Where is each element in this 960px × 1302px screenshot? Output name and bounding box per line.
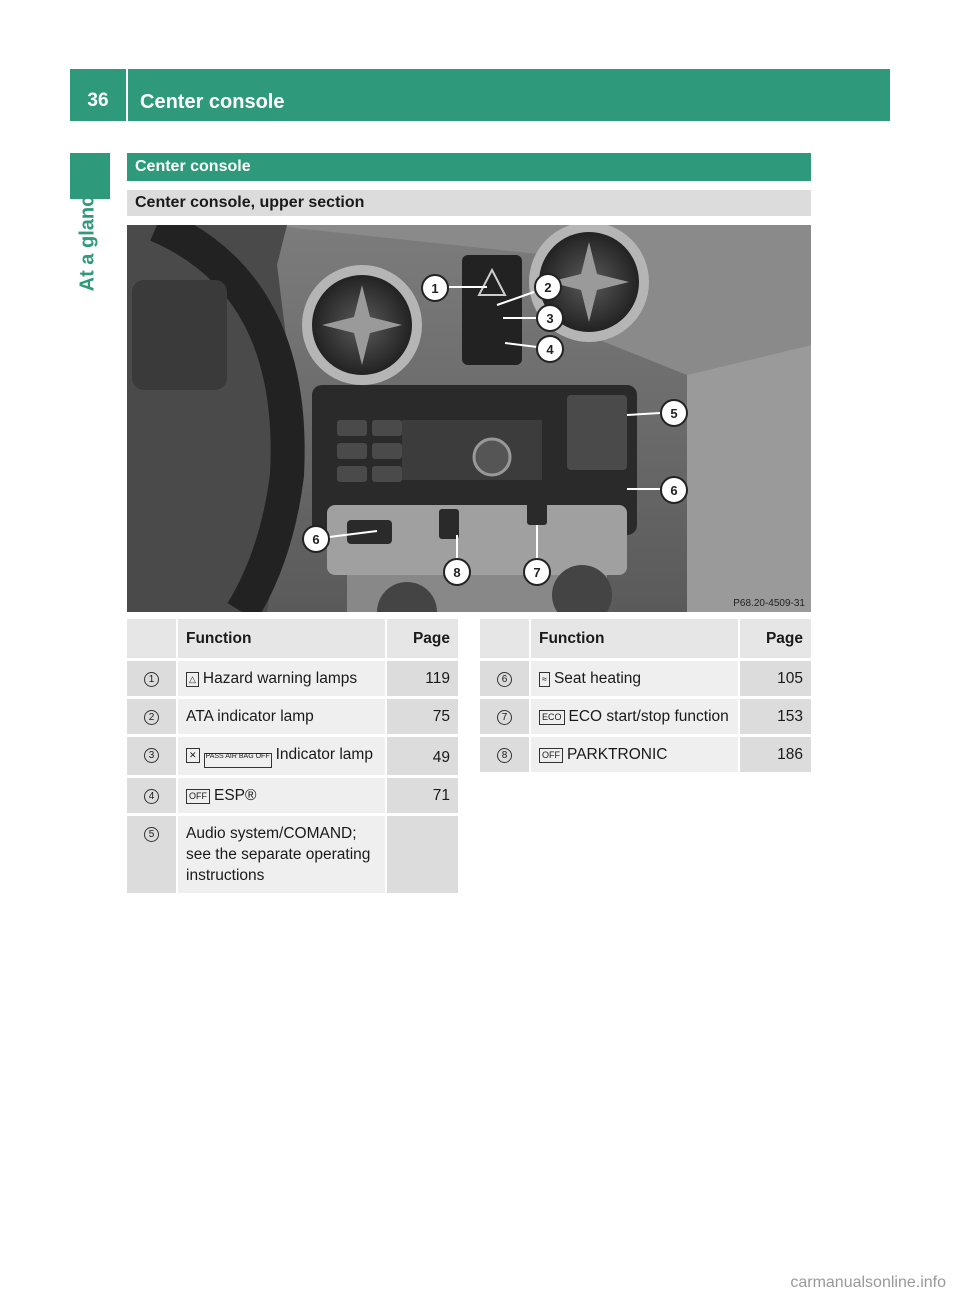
svg-text:2: 2 [544, 280, 552, 295]
table-row [480, 698, 811, 736]
callout-number: 4 [144, 789, 159, 804]
callout-number: 3 [144, 748, 159, 763]
row-text: Audio system/COMAND; see the separate operating instructions [186, 825, 371, 884]
eco-icon: ECO [539, 710, 565, 725]
svg-text:5: 5 [670, 406, 678, 421]
column-header-page: Page [386, 619, 458, 660]
callout-number: 2 [144, 710, 159, 725]
section-title: Center console [127, 153, 811, 181]
header-divider [126, 69, 128, 121]
callout-number: 8 [497, 748, 512, 763]
watermark: carmanualsonline.info [790, 1274, 946, 1291]
table-row [480, 736, 811, 773]
table-row [127, 815, 458, 894]
svg-text:7: 7 [533, 565, 541, 580]
column-header-function: Function [530, 619, 739, 660]
svg-text:6: 6 [670, 483, 678, 498]
airbag-icon: PASS AIR BAG OFF [204, 753, 272, 768]
page-ref: 119 [386, 660, 458, 698]
callout-number: 6 [497, 672, 512, 687]
svg-text:4: 4 [546, 342, 554, 357]
callout-number: 7 [497, 710, 512, 725]
row-text: Indicator lamp [275, 746, 373, 763]
table-row [127, 736, 458, 777]
header-title: Center console [140, 91, 285, 113]
svg-text:3: 3 [546, 311, 554, 326]
page-ref: 105 [739, 660, 811, 698]
page-ref: 71 [386, 777, 458, 815]
table-row [127, 777, 458, 815]
side-tab-label: At a glance [76, 184, 99, 292]
image-code: P68.20-4509-31 [733, 598, 805, 609]
svg-text:1: 1 [431, 281, 439, 296]
page-ref: 186 [739, 736, 811, 773]
page-ref: 49 [386, 736, 458, 777]
row-text: ATA indicator lamp [186, 708, 314, 725]
function-table-left [127, 619, 458, 893]
hazard-icon: △ [186, 672, 199, 687]
row-text: Seat heating [553, 670, 641, 687]
table-row [127, 698, 458, 736]
page-ref [386, 815, 458, 894]
function-table-right [480, 619, 811, 772]
svg-text:8: 8 [453, 565, 461, 580]
callout-number: 1 [144, 672, 159, 687]
row-text: ECO start/stop function [568, 708, 729, 725]
page-number: 36 [87, 90, 109, 111]
seatbelt-airbag-icon: ✕ [186, 748, 200, 763]
callout-number: 5 [144, 827, 159, 842]
column-header-page: Page [739, 619, 811, 660]
row-text: PARKTRONIC [567, 746, 668, 763]
svg-text:6: 6 [312, 532, 320, 547]
esp-off-icon: OFF [186, 789, 210, 804]
parktronic-off-icon: OFF [539, 748, 563, 763]
page-ref: 153 [739, 698, 811, 736]
table-row [127, 660, 458, 698]
row-text: Hazard warning lamps [202, 670, 358, 687]
table-row [480, 660, 811, 698]
page-ref: 75 [386, 698, 458, 736]
column-header-function: Function [177, 619, 386, 660]
seat-heating-icon: ≈ [539, 672, 550, 687]
row-text: ESP® [214, 787, 257, 804]
center-console-photo [127, 225, 811, 612]
section-subtitle: Center console, upper section [127, 190, 811, 216]
